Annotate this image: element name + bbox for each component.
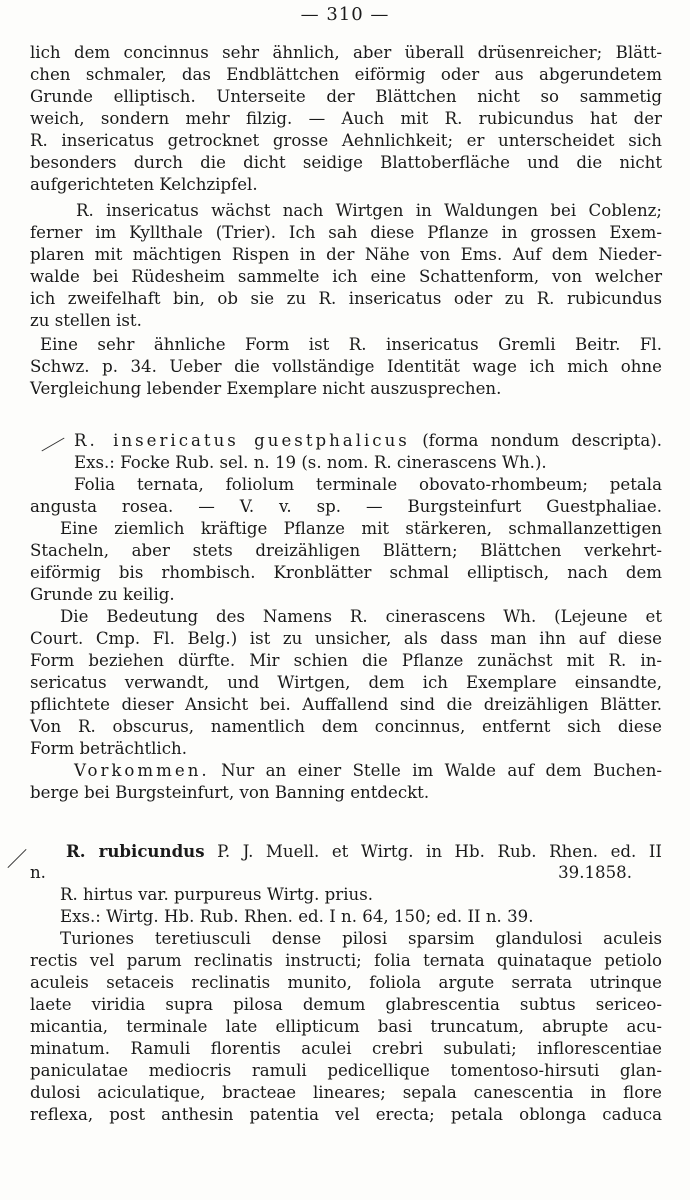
text-line: micantia, terminale late ellipticum basi truncatum, abrupte acu-	[30, 1017, 662, 1036]
text-line: reflexa, post anthesin patentia vel erecta; petala oblonga caduca	[30, 1105, 662, 1124]
text-line: Form beziehen dürfte. Mir schien die Pflanze zunächst mit R. in-	[30, 651, 662, 670]
text-line: Stacheln, aber stets dreizähligen Blättern; Blättchen verkehrt-	[30, 541, 662, 560]
species-name: R. rubicundus	[66, 841, 205, 861]
text-line: chen schmaler, das Endblättchen eiförmig oder aus abgerundetem	[30, 65, 662, 84]
text-line: pflichtete dieser Ansicht bei. Auffallend sind die dreizähligen Blätter.	[30, 695, 662, 714]
text-line: aculeis setaceis reclinatis munito, foliola argute serrata utrinque	[30, 973, 662, 992]
text-line: aufgerichteten Kelchzipfel.	[30, 175, 258, 194]
vorkommen-label: Vorkommen.	[74, 761, 210, 780]
section-insericatus-guestphalicus	[30, 430, 662, 804]
text-line: angusta rosea. — V. v. sp. — Burgsteinfurt Guestphaliae.	[30, 497, 662, 516]
paragraph-3	[30, 334, 662, 400]
text-line: berge bei Burgsteinfurt, von Banning entdeckt.	[30, 783, 430, 802]
text-line: Grunde elliptisch. Unterseite der Blättchen nicht so sammetig	[30, 87, 662, 106]
heading-note: (forma nondum descripta).	[422, 431, 662, 450]
text-line: plaren mit mächtigen Rispen in der Nähe von Ems. Auf dem Nieder-	[30, 245, 662, 264]
vorkommen-text: Nur an einer Stelle im Walde auf dem Buchen-	[221, 761, 662, 780]
page-number: — 310 —	[300, 4, 390, 25]
species-author: P. J. Muell. et Wirtg. in Hb. Rub. Rhen. ed. II	[217, 842, 662, 861]
text-line: besonders durch die dicht seidige Blattoberfläche und die nicht	[30, 153, 662, 172]
text-line: eiförmig bis rhombisch. Kronblätter schmal elliptisch, nach dem	[30, 563, 662, 582]
text-line: R. insericatus getrocknet grosse Aehnlichkeit; er unterscheidet sich	[30, 131, 662, 150]
text-line: Grunde zu keilig.	[30, 585, 175, 604]
text-line: rectis vel parum reclinatis instructi; folia ternata quinataque petiolo	[30, 951, 662, 970]
heading-name: R. insericatus guestphalicus	[74, 431, 410, 450]
vorkommen-line	[30, 760, 662, 782]
text-line: Turiones teretiusculi dense pilosi sparsim glandulosi aculeis	[60, 929, 662, 948]
text-line: Vergleichung lebender Exemplare nicht auszusprechen.	[30, 379, 502, 398]
text-line: Von R. obscurus, namentlich dem concinnus, entfernt sich diese	[30, 717, 662, 736]
text-line: Schwz. p. 34. Ueber die vollständige Identität wage ich mich ohne	[30, 357, 662, 376]
section-rubicundus	[30, 840, 662, 1126]
text-line: dulosi aciculatique, bracteae lineares; sepala canescentia in flore	[30, 1083, 662, 1102]
text-line: ich zweifelhaft bin, ob sie zu R. insericatus oder zu R. rubicundus	[30, 289, 662, 308]
section-heading	[30, 430, 662, 452]
text-line: paniculatae mediocris ramuli pedicellique tomentoso-hirsuti glan-	[30, 1061, 662, 1080]
text-line: R. insericatus wächst nach Wirtgen in Waldungen bei Coblenz;	[76, 201, 662, 220]
text-line: Exs.: Wirtg. Hb. Rub. Rhen. ed. I n. 64, 150; ed. II n. 39.	[60, 907, 534, 926]
text-line: weich, sondern mehr filzig. — Auch mit R. rubicundus hat der	[30, 109, 662, 128]
text-line: minatum. Ramuli florentis aculei crebri subulati; inflorescentiae	[30, 1039, 662, 1058]
text-line: R. hirtus var. purpureus Wirtg. prius.	[60, 885, 374, 904]
text-line: lich dem concinnus sehr ähnlich, aber überall drüsenreicher; Blätt-	[30, 43, 662, 62]
text-line: Eine sehr ähnliche Form ist R. insericatus Gremli Beitr. Fl.	[40, 335, 662, 354]
margin-pencil-mark	[7, 849, 26, 868]
text-line: Form beträchtlich.	[30, 739, 187, 758]
text-line: laete viridia supra pilosa demum glabrescentia subtus sericeo-	[30, 995, 662, 1014]
text-line: Folia ternata, foliolum terminale obovato-rhombeum; petala	[74, 475, 662, 494]
text-line: Die Bedeutung des Namens R. cinerascens Wh. (Lejeune et	[60, 607, 662, 626]
text-line: Exs.: Focke Rub. sel. n. 19 (s. nom. R. cinerascens Wh.).	[74, 453, 547, 472]
text-line: ferner im Kyllthale (Trier). Ich sah diese Pflanze in grossen Exem-	[30, 223, 662, 242]
species-heading	[30, 840, 662, 862]
species-year: 1858.	[584, 863, 632, 882]
text-line: Court. Cmp. Fl. Belg.) ist zu unsicher, als dass man ihn auf diese	[30, 629, 662, 648]
text-line: Eine ziemlich kräftige Pflanze mit stärkeren, schmallanzettigen	[60, 519, 662, 538]
paragraph-1	[30, 42, 662, 196]
text-line: sericatus verwandt, und Wirtgen, dem ich Exemplare einsandte,	[30, 673, 662, 692]
text-line: zu stellen ist.	[30, 311, 142, 330]
paragraph-2	[30, 200, 662, 332]
text-line: walde bei Rüdesheim sammelte ich eine Schattenform, von welcher	[30, 267, 662, 286]
species-number: n. 39.	[30, 863, 585, 882]
species-ref-line	[30, 862, 662, 884]
